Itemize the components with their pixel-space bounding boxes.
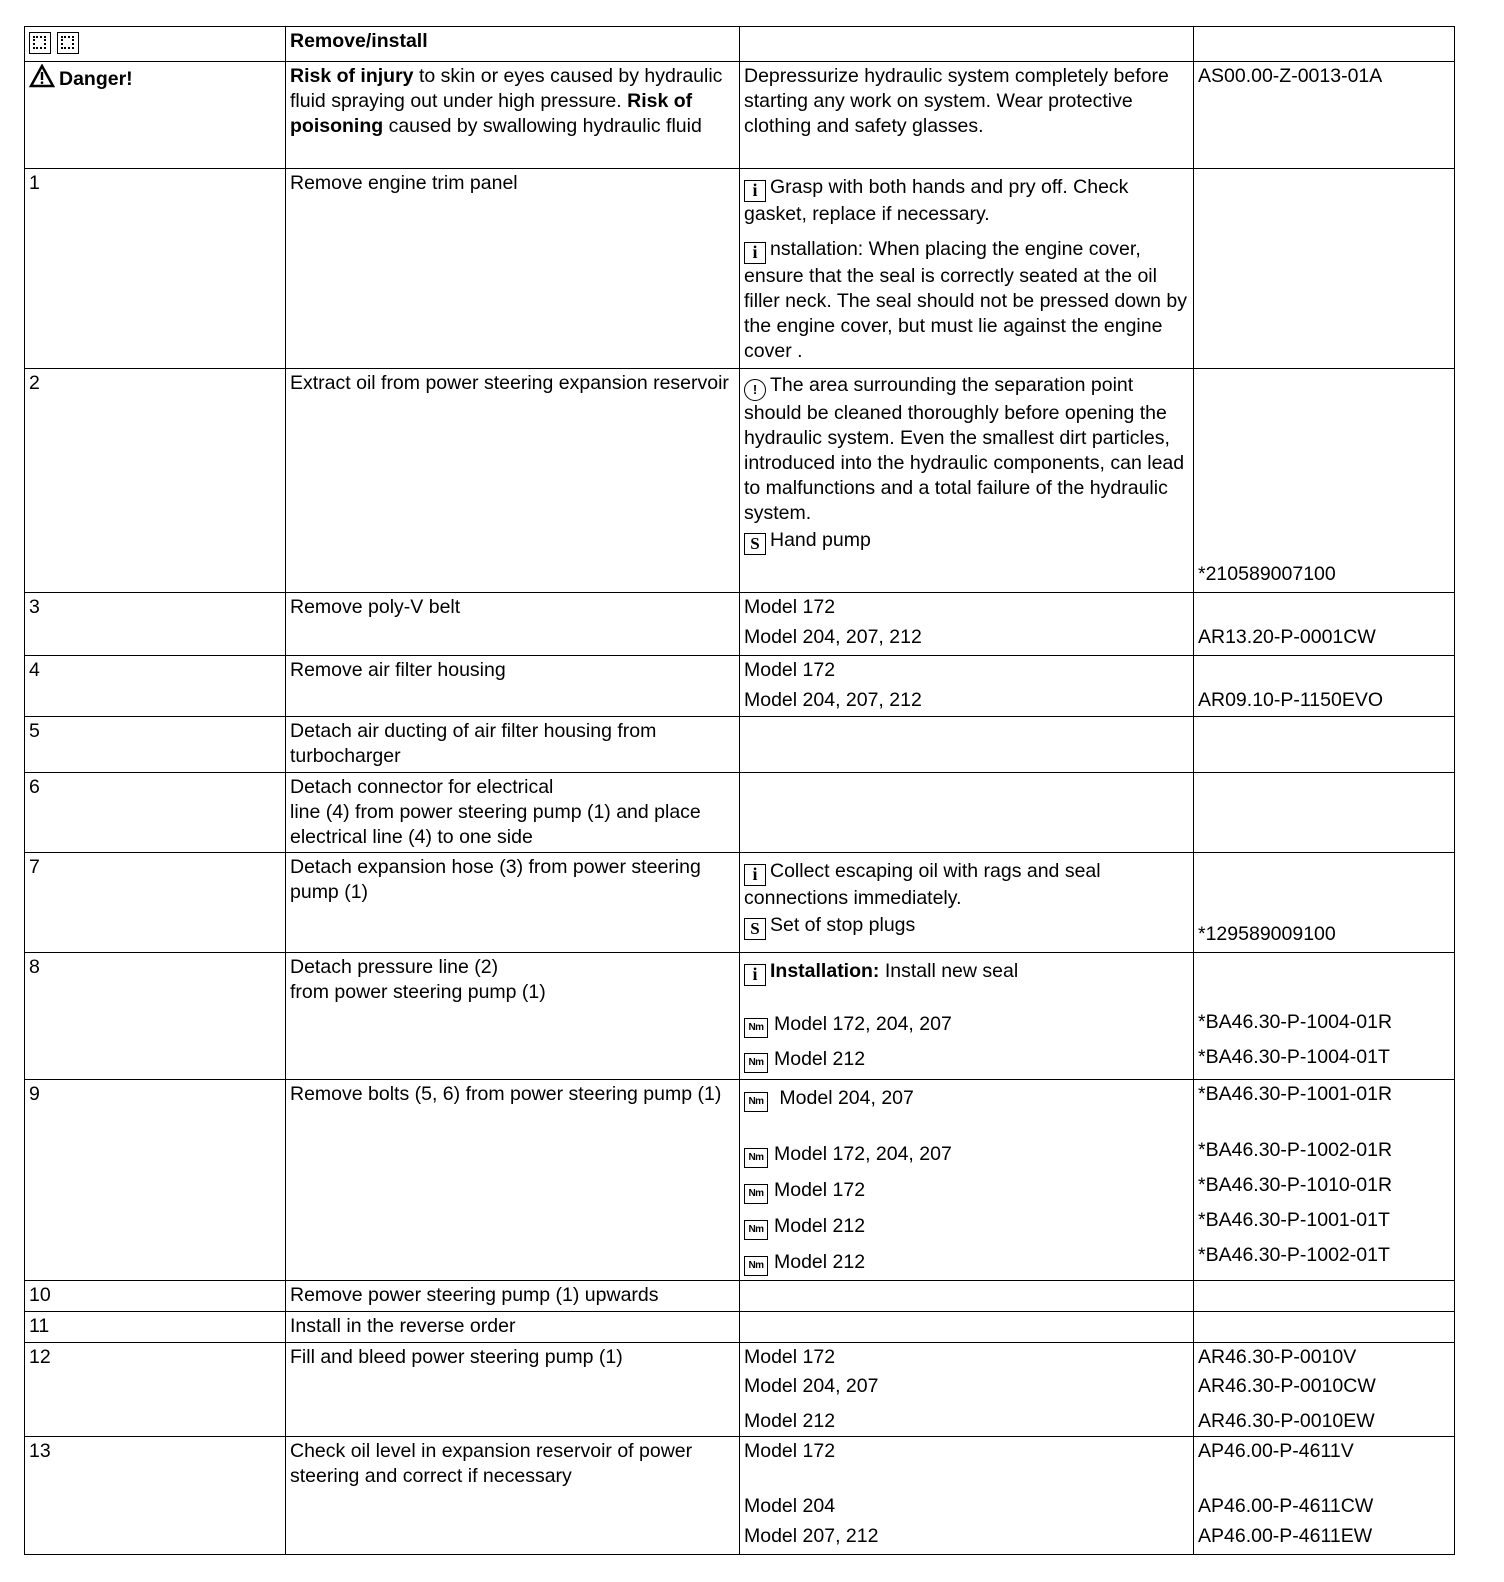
table-row: 5 Detach air ducting of air filter housing from turbocharger xyxy=(25,717,1455,773)
torque-nm-icon: Nm xyxy=(744,1184,768,1204)
table-row: 11 Install in the reverse order xyxy=(25,1312,1455,1343)
doc-link[interactable]: *129589009100 xyxy=(1198,923,1336,945)
torque-nm-icon: Nm xyxy=(744,1256,768,1276)
table-row: 6 Detach connector for electrical line (4) from power steering pump (1) and place electrical line (4) to one side xyxy=(25,773,1455,853)
torque-nm-icon: Nm xyxy=(744,1148,768,1168)
collapse-icon[interactable] xyxy=(57,32,79,54)
info-icon: i xyxy=(744,180,766,202)
environment-note-icon: ! xyxy=(744,379,766,401)
table-row: 7 Detach expansion hose (3) from power steering pump (1) i Collect escaping oil with rags and seal connections immediately. S Set of stop plugs *129589009100 xyxy=(25,853,1455,953)
header-row xyxy=(25,27,1455,62)
doc-link[interactable]: *BA46.30-P-1002-01R xyxy=(1198,1139,1393,1161)
info-icon: i xyxy=(744,964,766,986)
doc-link[interactable]: AR46.30-P-0010V xyxy=(1198,1346,1357,1368)
torque-nm-icon: Nm xyxy=(744,1092,768,1112)
torque-nm-icon: Nm xyxy=(744,1220,768,1240)
table-row: 13 Check oil level in expansion reservoir of power steering and correct if necessary Model 172 Model 204 Model 207, 212 AP46.00-P-4611V AP46.00-P-4611CW AP46.00-P-4611EW xyxy=(25,1437,1455,1555)
doc-link[interactable]: AR46.30-P-0010EW xyxy=(1198,1410,1375,1432)
special-tool-icon: S xyxy=(744,533,766,555)
page-title: Remove/install xyxy=(290,30,428,52)
torque-nm-icon: Nm xyxy=(744,1053,768,1073)
doc-link[interactable]: *BA46.30-P-1001-01R xyxy=(1198,1083,1393,1105)
warning-triangle-icon xyxy=(29,64,55,88)
torque-nm-icon: Nm xyxy=(744,1018,768,1038)
doc-link[interactable]: AS00.00-Z-0013-01A xyxy=(1198,65,1383,87)
doc-link[interactable]: AP46.00-P-4611V xyxy=(1198,1440,1354,1462)
doc-link[interactable]: AR46.30-P-0010CW xyxy=(1198,1375,1376,1397)
table-row: 1 Remove engine trim panel i Grasp with both hands and pry off. Check gasket, replace if necessary. i nstallation: When placing the engine cover, ensure that the seal is correctly seated at the oil filler neck. The seal should not be pressed down by the engine cover, but must lie against the engine cover . xyxy=(25,169,1455,369)
doc-link[interactable]: *BA46.30-P-1004-01T xyxy=(1198,1046,1390,1068)
table-row: 2 Extract oil from power steering expansion reservoir ! The area surrounding the separation point should be cleaned thoroughly before opening the hydraulic system. Even the smallest dirt particles, introduced into the hydraulic components, can lead to malfunctions and a total failure of the hydraulic system. S Hand pump *210589007100 xyxy=(25,369,1455,593)
table-row: 12 Fill and bleed power steering pump (1) Model 172 Model 204, 207 Model 212 AR46.30-P-0010V AR46.30-P-0010CW AR46.30-P-0010EW xyxy=(25,1343,1455,1437)
table-row: 9 Remove bolts (5, 6) from power steering pump (1) Nm Model 204, 207 Nm Model 172, 204, 207 Nm Model 172 Nm Model 212 Nm Model 212 *BA46.30-P-1001-01R *BA46.30-P-1002-01R *BA46.30-P-1010-01R *BA46.30-P-1001-01T *BA46.30-P-1002-01T xyxy=(25,1080,1455,1281)
table-row: 10 Remove power steering pump (1) upwards xyxy=(25,1281,1455,1312)
doc-link[interactable]: *BA46.30-P-1010-01R xyxy=(1198,1174,1393,1196)
info-icon: i xyxy=(744,242,766,264)
doc-link[interactable]: *BA46.30-P-1001-01T xyxy=(1198,1209,1390,1231)
special-tool-icon: S xyxy=(744,918,766,940)
doc-link[interactable]: AR09.10-P-1150EVO xyxy=(1198,689,1383,711)
doc-link[interactable]: AP46.00-P-4611EW xyxy=(1198,1525,1373,1547)
doc-link[interactable]: *210589007100 xyxy=(1198,563,1336,585)
header-title-cell xyxy=(286,27,740,62)
doc-link[interactable]: *BA46.30-P-1004-01R xyxy=(1198,1011,1393,1033)
procedure-table xyxy=(24,26,1455,1555)
header-icons-cell xyxy=(25,27,286,62)
danger-label: Danger! xyxy=(59,68,133,90)
info-icon: i xyxy=(744,864,766,886)
expand-icon[interactable] xyxy=(29,32,51,54)
doc-link[interactable]: AR13.20-P-0001CW xyxy=(1198,626,1376,648)
doc-link[interactable]: *BA46.30-P-1002-01T xyxy=(1198,1244,1390,1266)
doc-link[interactable]: AP46.00-P-4611CW xyxy=(1198,1495,1374,1517)
danger-row: Danger! Risk of injury to skin or eyes caused by hydraulic fluid spraying out under high pressure. Risk of poisoning caused by swallowing hydraulic fluid Depressurize hydraulic system completely before starting any work on system. Wear protective clothing and safety glasses. AS00.00-Z-0013-01A xyxy=(25,62,1455,169)
table-row: 4 Remove air filter housing Model 172 Model 204, 207, 212 AR09.10-P-1150EVO xyxy=(25,656,1455,717)
table-row: 3 Remove poly-V belt Model 172 Model 204, 207, 212 AR13.20-P-0001CW xyxy=(25,593,1455,656)
table-row: 8 Detach pressure line (2) from power steering pump (1) i Installation: Install new seal Nm Model 172, 204, 207 Nm Model 212 *BA46.30-P-1004-01R *BA46.30-P-1004-01T xyxy=(25,953,1455,1080)
